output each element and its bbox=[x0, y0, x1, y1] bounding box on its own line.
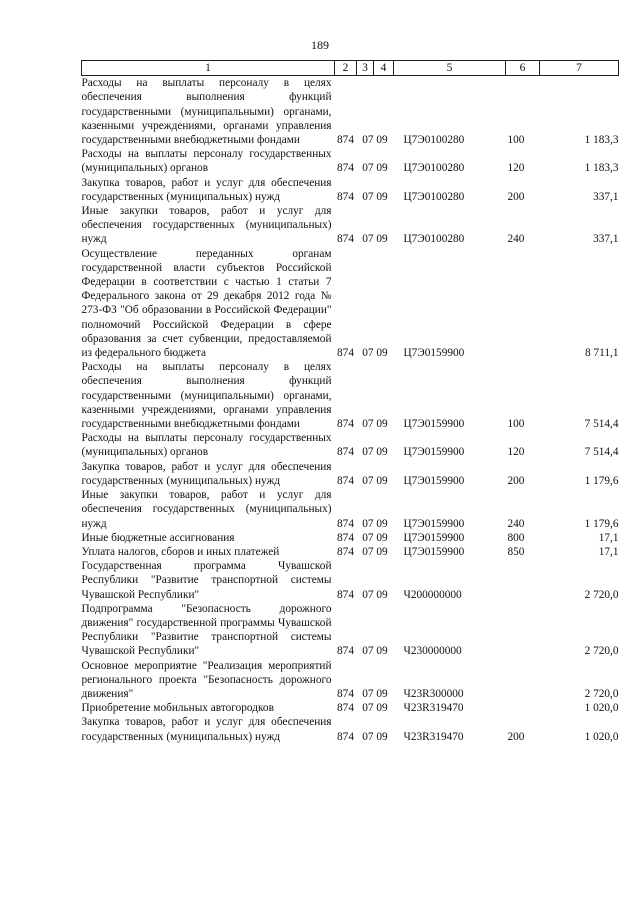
table-row bbox=[82, 247, 619, 361]
expense-type-code bbox=[506, 659, 540, 702]
section-code: 07 09 bbox=[362, 645, 388, 658]
ministry-code: 874 bbox=[337, 162, 354, 175]
expense-type-code: 200 bbox=[507, 474, 525, 487]
expense-name: Осуществление переданных органам государственной власти субъектов Российской Федерации в соответствии с частью 1 статьи 7 Федерального закона от 29 декабря 2012 года № 273-ФЗ "Об образовании в Российской Федерации" полномочий Российской Федерации в сфере образования за счет субвенции, предоставляемой из федерального бюджета bbox=[81, 247, 332, 360]
amount: 1 183,3 bbox=[584, 162, 619, 175]
target-article-code: Ц7Э0159900 bbox=[403, 545, 465, 558]
target-article-code: Ч23R300000 bbox=[403, 687, 464, 700]
table-row bbox=[82, 715, 619, 743]
section-code: 07 09 bbox=[362, 474, 388, 487]
expense-name: Расходы на выплаты персоналу в целях обеспечения выполнения функций государственными (муниципальными) органами, казенными учреждениями, органами управления государственными внебюджетными фондами bbox=[81, 361, 332, 431]
section-code: 07 09 bbox=[362, 588, 388, 601]
page-number: 189 bbox=[311, 38, 329, 52]
table-row bbox=[82, 531, 619, 545]
table-row bbox=[82, 176, 619, 204]
expense-name: Уплата налогов, сборов и иных платежей bbox=[81, 545, 280, 558]
section-code: 07 09 bbox=[362, 162, 388, 175]
expense-type-code: 120 bbox=[507, 162, 525, 175]
expense-type-code: 100 bbox=[507, 134, 525, 147]
amount: 17,1 bbox=[598, 531, 619, 544]
amount: 7 514,4 bbox=[584, 418, 619, 431]
ministry-code: 874 bbox=[337, 702, 354, 715]
table-row bbox=[82, 559, 619, 602]
column-header: 2 bbox=[335, 61, 357, 76]
expense-name: Иные закупки товаров, работ и услуг для обеспечения государственных (муниципальных) нужд bbox=[81, 489, 332, 530]
target-article-code: Ц7Э0100280 bbox=[403, 190, 465, 203]
amount: 1 020,0 bbox=[584, 702, 619, 715]
ministry-code: 874 bbox=[337, 645, 354, 658]
expense-type-code: 120 bbox=[507, 446, 525, 459]
section-code: 07 09 bbox=[362, 418, 388, 431]
expense-type-code: 240 bbox=[507, 233, 525, 246]
expense-name: Расходы на выплаты персоналу государственных (муниципальных) органов bbox=[81, 432, 332, 459]
amount: 1 183,3 bbox=[584, 134, 619, 147]
table-row bbox=[82, 602, 619, 659]
amount: 2 720,0 bbox=[584, 687, 619, 700]
column-header: 7 bbox=[540, 61, 619, 76]
expense-type-code: 800 bbox=[507, 531, 525, 544]
section-code: 07 09 bbox=[362, 517, 388, 530]
target-article-code: Ч23R319470 bbox=[403, 730, 464, 743]
section-code: 07 09 bbox=[362, 347, 388, 360]
ministry-code: 874 bbox=[337, 418, 354, 431]
expense-type-code bbox=[506, 247, 540, 361]
amount: 2 720,0 bbox=[584, 645, 619, 658]
column-header: 5 bbox=[394, 61, 506, 76]
ministry-code: 874 bbox=[337, 233, 354, 246]
column-header: 3 bbox=[357, 61, 374, 76]
amount: 337,1 bbox=[593, 233, 619, 246]
table-row bbox=[82, 659, 619, 702]
section-code: 07 09 bbox=[362, 190, 388, 203]
expense-name: Государственная программа Чувашской Республики "Развитие транспортной системы Чувашской Республики" bbox=[81, 560, 332, 601]
column-header: 6 bbox=[506, 61, 540, 76]
expense-type-code: 240 bbox=[507, 517, 525, 530]
ministry-code: 874 bbox=[337, 347, 354, 360]
ministry-code: 874 bbox=[337, 531, 354, 544]
expense-name: Приобретение мобильных автогородков bbox=[81, 702, 274, 715]
budget-table bbox=[81, 60, 619, 744]
section-code: 07 09 bbox=[362, 134, 388, 147]
expense-name: Подпрограмма "Безопасность дорожного движения" государственной программы Чувашской Республики "Развитие транспортной системы Чувашской Республики" bbox=[81, 602, 332, 658]
section-code: 07 09 bbox=[362, 545, 388, 558]
expense-type-code: 200 bbox=[507, 730, 525, 743]
section-code: 07 09 bbox=[362, 687, 388, 700]
ministry-code: 874 bbox=[337, 588, 354, 601]
target-article-code: Ц7Э0100280 bbox=[403, 233, 465, 246]
amount: 17,1 bbox=[598, 545, 619, 558]
expense-name: Закупка товаров, работ и услуг для обеспечения государственных (муниципальных) нужд bbox=[81, 460, 332, 487]
ministry-code: 874 bbox=[337, 190, 354, 203]
expense-type-code: 200 bbox=[507, 190, 525, 203]
ministry-code: 874 bbox=[337, 134, 354, 147]
ministry-code: 874 bbox=[337, 687, 354, 700]
header-row bbox=[82, 61, 619, 76]
expense-type-code bbox=[506, 559, 540, 602]
amount: 337,1 bbox=[593, 190, 619, 203]
target-article-code: Ц7Э0159900 bbox=[403, 531, 465, 544]
amount: 1 020,0 bbox=[584, 730, 619, 743]
table-row bbox=[82, 701, 619, 715]
expense-name: Закупка товаров, работ и услуг для обеспечения государственных (муниципальных) нужд bbox=[81, 716, 332, 743]
expense-name: Закупка товаров, работ и услуг для обеспечения государственных (муниципальных) нужд bbox=[81, 176, 332, 203]
table-row bbox=[82, 460, 619, 488]
ministry-code: 874 bbox=[337, 517, 354, 530]
ministry-code: 874 bbox=[337, 545, 354, 558]
expense-name: Расходы на выплаты персоналу в целях обеспечения выполнения функций государственными (муниципальными) органами, казенными учреждениями, органами управления государственными внебюджетными фондами bbox=[81, 77, 332, 147]
amount: 7 514,4 bbox=[584, 446, 619, 459]
ministry-code: 874 bbox=[337, 446, 354, 459]
amount: 1 179,6 bbox=[584, 474, 619, 487]
target-article-code: Ч200000000 bbox=[403, 588, 462, 601]
table-row bbox=[82, 147, 619, 175]
amount: 2 720,0 bbox=[584, 588, 619, 601]
expense-name: Иные бюджетные ассигнования bbox=[81, 531, 235, 544]
expense-name: Иные закупки товаров, работ и услуг для обеспечения государственных (муниципальных) нужд bbox=[81, 205, 332, 246]
table-row bbox=[82, 76, 619, 148]
table-row bbox=[82, 545, 619, 559]
section-code: 07 09 bbox=[362, 531, 388, 544]
section-code: 07 09 bbox=[362, 233, 388, 246]
section-code: 07 09 bbox=[362, 730, 388, 743]
expense-type-code bbox=[506, 602, 540, 659]
amount: 1 179,6 bbox=[584, 517, 619, 530]
ministry-code: 874 bbox=[337, 474, 354, 487]
table-row bbox=[82, 360, 619, 431]
target-article-code: Ц7Э0159900 bbox=[403, 517, 465, 530]
table-row bbox=[82, 204, 619, 247]
expense-name: Основное мероприятие "Реализация мероприятий регионального проекта "Безопасность дорожного движения" bbox=[81, 659, 332, 700]
expense-name: Расходы на выплаты персоналу государственных (муниципальных) органов bbox=[81, 148, 332, 175]
ministry-code: 874 bbox=[337, 730, 354, 743]
expense-type-code: 100 bbox=[507, 418, 525, 431]
table-row bbox=[82, 431, 619, 459]
column-header: 4 bbox=[374, 61, 394, 76]
target-article-code: Ч230000000 bbox=[403, 645, 462, 658]
target-article-code: Ц7Э0100280 bbox=[403, 162, 465, 175]
expense-type-code: 850 bbox=[507, 545, 525, 558]
amount: 8 711,1 bbox=[585, 347, 619, 360]
column-header: 1 bbox=[82, 61, 335, 76]
target-article-code: Ц7Э0100280 bbox=[403, 134, 465, 147]
expense-type-code bbox=[506, 701, 540, 715]
target-article-code: Ц7Э0159900 bbox=[403, 418, 465, 431]
section-code: 07 09 bbox=[362, 702, 388, 715]
target-article-code: Ц7Э0159900 bbox=[403, 446, 465, 459]
section-code: 07 09 bbox=[362, 446, 388, 459]
target-article-code: Ч23R319470 bbox=[403, 702, 464, 715]
target-article-code: Ц7Э0159900 bbox=[403, 347, 465, 360]
table-row bbox=[82, 488, 619, 531]
target-article-code: Ц7Э0159900 bbox=[403, 474, 465, 487]
